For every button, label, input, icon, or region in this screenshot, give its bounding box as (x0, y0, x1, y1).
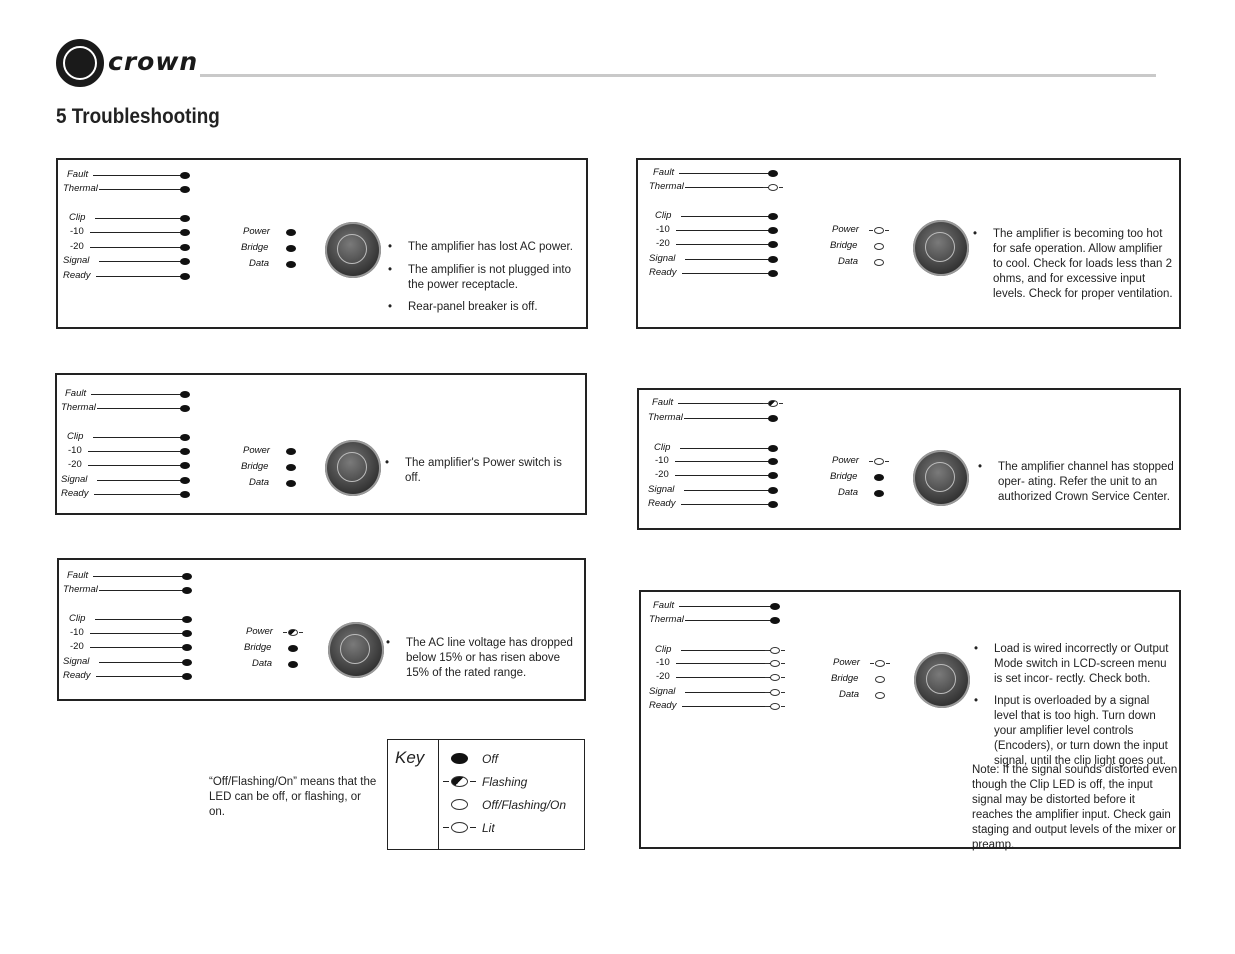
led-data-indicator (286, 480, 296, 487)
led-data-indicator (875, 692, 885, 699)
key-led-lit (451, 822, 468, 833)
key-label-lit: Lit (482, 821, 495, 835)
led-label-ready: Ready (649, 267, 677, 278)
led-leader-line (681, 650, 772, 651)
key-label-off: Off (482, 752, 499, 766)
led-power-indicator (288, 629, 298, 636)
key-ray (443, 827, 449, 828)
bullet-dot: • (388, 301, 393, 313)
led-label-clip: Clip (69, 212, 86, 223)
led-label-clip: Clip (655, 210, 672, 221)
bullet-dot: • (386, 637, 391, 649)
led-leader-line (90, 633, 184, 634)
led-label-data: Data (249, 258, 270, 269)
led-label-thermal: Thermal (61, 402, 96, 413)
led-label-thermal: Thermal (63, 183, 98, 194)
led-m20-indicator (180, 462, 190, 469)
led-data-indicator (874, 259, 884, 266)
led-m20-indicator (182, 644, 192, 651)
crown-logo (56, 39, 104, 87)
led-leader-line (96, 276, 182, 277)
bullet-dot: • (973, 228, 978, 240)
symptom-bullet (978, 460, 1176, 505)
led-ready-indicator (182, 673, 192, 680)
led-label-m10: -10 (70, 226, 84, 237)
encoder-knob (914, 652, 970, 708)
led-leader-line (676, 677, 772, 678)
led-fault-indicator (768, 170, 778, 177)
led-label-power: Power (832, 455, 859, 466)
led-thermal-indicator (768, 184, 778, 191)
led-thermal-indicator (768, 415, 778, 422)
led-label-data: Data (838, 256, 859, 267)
key-divider (438, 740, 439, 849)
led-clip-indicator (180, 434, 190, 441)
led-label-m20: -20 (655, 469, 669, 480)
led-label-m10: -10 (656, 657, 670, 668)
key-led-off (451, 753, 468, 764)
led-leader-line (97, 480, 182, 481)
led-label-fault: Fault (65, 388, 87, 399)
led-m10-indicator (182, 630, 192, 637)
led-label-fault: Fault (652, 397, 674, 408)
key-explanation: “Off/Flashing/On” means that the LED can be off, or flashing, or on. (209, 776, 377, 818)
led-label-ready: Ready (648, 498, 676, 509)
encoder-knob (913, 220, 969, 276)
led-label-signal: Signal (649, 686, 676, 697)
led-leader-line (685, 259, 770, 260)
bullet-dot: • (385, 457, 390, 469)
symptom-bullet (388, 240, 578, 255)
led-leader-line (95, 218, 182, 219)
led-label-m20: -20 (68, 459, 82, 470)
troubleshooting-panel (637, 388, 1181, 530)
led-label-data: Data (839, 689, 860, 700)
led-bridge-indicator (874, 474, 884, 481)
led-label-data: Data (252, 658, 273, 669)
led-leader-line (679, 173, 770, 174)
led-signal-indicator (180, 258, 190, 265)
led-leader-line (685, 620, 772, 621)
led-label-m20: -20 (656, 238, 670, 249)
led-leader-line (91, 394, 182, 395)
led-leader-line (88, 465, 182, 466)
led-m10-indicator (768, 227, 778, 234)
led-label-clip: Clip (654, 442, 671, 453)
led-label-bridge: Bridge (830, 240, 858, 251)
encoder-knob (328, 622, 384, 678)
led-label-ready: Ready (63, 270, 91, 281)
led-label-thermal: Thermal (63, 584, 98, 595)
led-leader-line (685, 692, 772, 693)
key-led-off-flashing-on (451, 799, 468, 810)
led-m10-indicator (180, 448, 190, 455)
led-bridge-indicator (286, 464, 296, 471)
led-leader-line (93, 175, 182, 176)
led-label-m20: -20 (656, 671, 670, 682)
bullet-text: The amplifier channel has stopped oper- ating. Refer the unit to an authorized Crown Service Center. (998, 461, 1174, 503)
led-signal-indicator (182, 659, 192, 666)
led-ready-indicator (180, 273, 190, 280)
led-thermal-indicator (182, 587, 192, 594)
bullet-text: The AC line voltage has dropped below 15% or has risen above 15% of the rated range. (406, 637, 573, 679)
led-bridge-indicator (286, 245, 296, 252)
symptom-bullet (386, 636, 581, 681)
led-data-indicator (286, 261, 296, 268)
led-label-fault: Fault (67, 570, 89, 581)
led-label-m20: -20 (70, 241, 84, 252)
led-leader-line (99, 662, 184, 663)
led-leader-line (95, 619, 184, 620)
led-leader-line (676, 244, 770, 245)
led-label-signal: Signal (648, 484, 675, 495)
led-clip-indicator (770, 647, 780, 654)
led-leader-line (97, 408, 182, 409)
led-thermal-indicator (770, 617, 780, 624)
bullet-text: The amplifier has lost AC power. (408, 241, 573, 253)
led-power-indicator (874, 458, 884, 465)
led-power-indicator (286, 448, 296, 455)
led-label-power: Power (243, 445, 270, 456)
encoder-knob (913, 450, 969, 506)
led-clip-indicator (182, 616, 192, 623)
led-leader-line (675, 475, 770, 476)
led-label-fault: Fault (67, 169, 89, 180)
header-rule (200, 74, 1156, 77)
led-fault-indicator (180, 391, 190, 398)
led-power-indicator (286, 229, 296, 236)
symptom-bullet (385, 456, 575, 486)
led-clip-indicator (180, 215, 190, 222)
bullet-dot: • (974, 643, 979, 655)
bullet-text: Load is wired incorrectly or Output Mode switch in LCD-screen menu is set incor- rectly. Check both. (994, 643, 1169, 685)
led-label-clip: Clip (67, 431, 84, 442)
led-fault-indicator (770, 603, 780, 610)
led-ready-indicator (768, 501, 778, 508)
led-label-m10: -10 (70, 627, 84, 638)
key-ray (443, 781, 449, 782)
key-label-flashing: Flashing (482, 775, 528, 789)
encoder-knob (325, 222, 381, 278)
led-label-bridge: Bridge (830, 471, 858, 482)
key-ray (470, 781, 476, 782)
led-bridge-indicator (874, 243, 884, 250)
led-leader-line (678, 403, 770, 404)
led-label-ready: Ready (61, 488, 89, 499)
led-leader-line (680, 448, 770, 449)
led-label-bridge: Bridge (241, 242, 269, 253)
symptom-bullet (974, 694, 1176, 769)
led-m10-indicator (180, 229, 190, 236)
led-leader-line (681, 504, 770, 505)
led-leader-line (88, 451, 182, 452)
bullet-text: The amplifier is becoming too hot for safe operation. Allow amplifier to cool. Check for loads less than 2 ohms, and for excessive input levels. Check for proper ventilation. (993, 228, 1173, 300)
key-label-off-flashing-on: Off/Flashing/On (482, 798, 567, 812)
led-signal-indicator (768, 487, 778, 494)
led-ready-indicator (180, 491, 190, 498)
led-label-m10: -10 (656, 224, 670, 235)
bullet-text: The amplifier is not plugged into the power receptacle. (408, 264, 572, 291)
led-label-m10: -10 (68, 445, 82, 456)
led-leader-line (90, 232, 182, 233)
led-thermal-indicator (180, 405, 190, 412)
bullet-text: The amplifier's Power switch is off. (405, 457, 562, 484)
bullet-dot: • (388, 264, 393, 276)
key-legend (387, 739, 585, 850)
led-signal-indicator (770, 689, 780, 696)
led-label-bridge: Bridge (241, 461, 269, 472)
led-leader-line (675, 461, 770, 462)
led-label-signal: Signal (63, 255, 90, 266)
led-leader-line (681, 216, 770, 217)
key-title: Key (395, 748, 425, 767)
led-label-m20: -20 (70, 641, 84, 652)
led-m10-indicator (768, 458, 778, 465)
page-title: 5 Troubleshooting (56, 105, 220, 128)
led-fault-indicator (182, 573, 192, 580)
led-label-power: Power (833, 657, 860, 668)
led-m20-indicator (768, 472, 778, 479)
led-data-indicator (874, 490, 884, 497)
led-label-thermal: Thermal (649, 181, 684, 192)
led-leader-line (99, 261, 182, 262)
led-leader-line (682, 273, 770, 274)
led-label-bridge: Bridge (244, 642, 272, 653)
led-label-power: Power (246, 626, 273, 637)
led-fault-indicator (180, 172, 190, 179)
bullet-dot: • (978, 461, 983, 473)
led-label-clip: Clip (655, 644, 672, 655)
symptom-bullet (974, 642, 1176, 687)
led-ready-indicator (770, 703, 780, 710)
led-leader-line (679, 606, 772, 607)
bullet-text: Input is overloaded by a signal level that is too high. Turn down your amplifier level controls (Encoders), or turn down the input signal, until the clip light goes out. (994, 695, 1168, 767)
led-m20-indicator (770, 674, 780, 681)
led-leader-line (682, 706, 772, 707)
brand-wordmark: crown (108, 47, 199, 76)
led-m20-indicator (180, 244, 190, 251)
led-leader-line (94, 494, 182, 495)
symptom-bullet (388, 300, 578, 315)
led-label-signal: Signal (61, 474, 88, 485)
led-fault-indicator (768, 400, 778, 407)
led-label-data: Data (838, 487, 859, 498)
led-bridge-indicator (875, 676, 885, 683)
led-label-fault: Fault (653, 600, 675, 611)
symptom-bullet (973, 227, 1175, 302)
led-signal-indicator (768, 256, 778, 263)
led-label-ready: Ready (63, 670, 91, 681)
led-m10-indicator (770, 660, 780, 667)
bullet-dot: • (388, 241, 393, 253)
led-data-indicator (288, 661, 298, 668)
led-signal-indicator (180, 477, 190, 484)
led-bridge-indicator (288, 645, 298, 652)
led-leader-line (96, 676, 184, 677)
key-led-flashing (451, 776, 468, 787)
encoder-knob (325, 440, 381, 496)
led-leader-line (99, 189, 182, 190)
led-label-signal: Signal (63, 656, 90, 667)
led-leader-line (93, 437, 182, 438)
symptom-bullet (388, 263, 578, 293)
led-label-power: Power (243, 226, 270, 237)
led-leader-line (90, 247, 182, 248)
led-label-power: Power (832, 224, 859, 235)
led-label-ready: Ready (649, 700, 677, 711)
bullet-dot: • (974, 695, 979, 707)
led-leader-line (676, 230, 770, 231)
led-clip-indicator (768, 213, 778, 220)
led-label-data: Data (249, 477, 270, 488)
led-m20-indicator (768, 241, 778, 248)
led-label-bridge: Bridge (831, 673, 859, 684)
led-leader-line (684, 418, 770, 419)
led-label-clip: Clip (69, 613, 86, 624)
led-leader-line (684, 490, 770, 491)
bullet-text: Rear-panel breaker is off. (408, 301, 538, 313)
led-leader-line (676, 663, 772, 664)
led-clip-indicator (768, 445, 778, 452)
led-power-indicator (874, 227, 884, 234)
led-label-thermal: Thermal (649, 614, 684, 625)
led-leader-line (90, 647, 184, 648)
key-ray (470, 827, 476, 828)
led-label-m10: -10 (655, 455, 669, 466)
led-power-indicator (875, 660, 885, 667)
led-ready-indicator (768, 270, 778, 277)
led-leader-line (685, 187, 770, 188)
led-label-thermal: Thermal (648, 412, 683, 423)
led-leader-line (93, 576, 184, 577)
led-thermal-indicator (180, 186, 190, 193)
led-leader-line (99, 590, 184, 591)
led-label-fault: Fault (653, 167, 675, 178)
led-label-signal: Signal (649, 253, 676, 264)
clip-note: Note: If the signal sounds distorted even though the Clip LED is off, the input signal may be distorted before it reaches the amplifier input. Check gain staging and output levels of the mixer or preamp. (972, 764, 1178, 851)
